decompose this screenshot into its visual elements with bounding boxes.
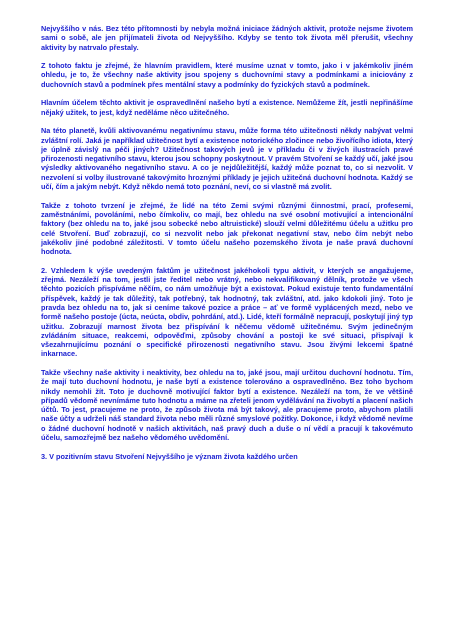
paragraph: Nejvyššího v nás. Bez této přítomnosti by nebyla možná iniciace žádných aktivit, protože nejsme životem sami o sobě, ale jen přijímateli života od Nejvyššího. Kdyby se tento tok života měl přerušit, všechny aktivity by natrvalo přestaly. [41, 24, 413, 52]
paragraph: 2. Vzhledem k výše uvedeným faktům je užitečnost jakéhokoli typu aktivit, v kterých se angažujeme, zřejmá. Nezáleží na tom, jestli jste ředitel nebo vrátný, nebo nekvalifikovaný dělník, protože ve všech těchto pozicích přispíváme něčím, co nám umožňuje být a existovat. Pokud existuje tento fundamentální příspěvek, každý je tak důležitý, tak potřebný, tak hodnotný, tak zvláštní, atd. jako kdokoli jiný. Toto je pravda bez ohledu na to, jak si ceníme takové pozice a práce – ať ve formě vyplácených mezd, nebo ve formě našeho postoje (úcta, neúcta, obdiv, pohrdání, atd.). Lidé, kteří formálně nepracují, poskytují jiný typ užitku. Zobrazují marnost života bez přispívání k něčemu vědomě užitečnému. Svým jedinečným zvládáním situace, reakcemi, odpověďmi, způsoby chování a postoji ke své situaci, přispívají k všezahrnujícímu poznání o specifické přirozenosti negativního stavu. Jsou živými lekcemi špatné inkarnace. [41, 265, 413, 359]
paragraph: 3. V pozitivním stavu Stvoření Nejvyššího je význam života každého určen [41, 451, 298, 461]
paragraph: Takže z tohoto tvrzení je zřejmé, že lidé na této Zemi svými různými činnostmi, prací, profesemi, zaměstnáními, povoláními, nebo čímkoliv, co mají, bez ohledu na své osobní motivující a intencionální faktory (bez ohledu na to, jaké jsou sobecké nebo altruistické) slouží velmi důležitému účelu a užitku pro celé Stvoření. Buď zobrazují, co si nezvolit nebo jak překonat negativní stav, nebo čím nebýt nebo jakékoliv jiné podobné záležitosti. V tomto účelu našeho pozemského života je naše pravá duchovní hodnota. [41, 200, 413, 257]
paragraph: Z tohoto faktu je zřejmé, že hlavním pravidlem, které musíme uznat v tomto, jako i v jakémkoliv jiném ohledu, je to, že všechny naše aktivity jsou spojeny s duchovními stavy a podmínkami a iniciovány z duchovních stavů a podmínek přes mentální stavy a podmínky do fyzických stavů a podmínek. [41, 61, 413, 89]
paragraph: Hlavním účelem těchto aktivit je ospravedlnění našeho bytí a existence. Nemůžeme žít, jestli nepřinášíme nějaký užitek, to jest, když neděláme něco užitečného. [41, 98, 413, 117]
paragraph: Na této planetě, kvůli aktivovanému negativnímu stavu, může forma této užitečnosti někdy nabývat velmi zvláštní rolí. Jaká je například užitečnost bytí a existence notorického zločince nebo živořícího idiota, který je úplně závislý na péči jiných? Užitečnost takových jevů je v příkladu či v živých ilustracích pravé přirozenosti negativního stavu, kterou jsou schopny poskytnout. V pravém Stvoření se každý učí, jaké jsou výsledky aktivovaného negativního stavu. A co je nejdůležitější, každý může poznat to, co si nezvolit. V nezvolení si volby ilustrované takovýmito hroznými příklady je jejich užitečná duchovní hodnota. Každý se učí, čím a jakým nebýt. Když někdo nemá toto poznání, neví, co si vlastně má zvolit. [41, 126, 413, 192]
document-page [41, 24, 413, 470]
paragraph: Takže všechny naše aktivity i neaktivity, bez ohledu na to, jaké jsou, mají určitou duchovní hodnotu. Tím, že mají tuto duchovní hodnotu, je naše bytí a existence tolerováno a ospravedlněno. Bez toho bychom nikdy nemohli žít. Toto je duchovně motivující faktor bytí a existence. Nezáleží na tom, že ve většině případů vědomě nevnímáme tuto hodnotu a máme na zřeteli jenom vydělávání na živobytí a placení našich účtů. To jest, pracujeme ne proto, že způsob života má být takový, ale pracujeme proto, abychom platili naše účty a udrželi náš standard života nebo měli různé smyslové požitky. Dokonce, i když vědomě nevíme o žádné duchovní hodnotě v našich aktivitách, naš pravý duch a duše o ní vědí a pracují k takovémuto účelu, samozřejmě bez našeho vědomého uvědomění. [41, 367, 413, 443]
